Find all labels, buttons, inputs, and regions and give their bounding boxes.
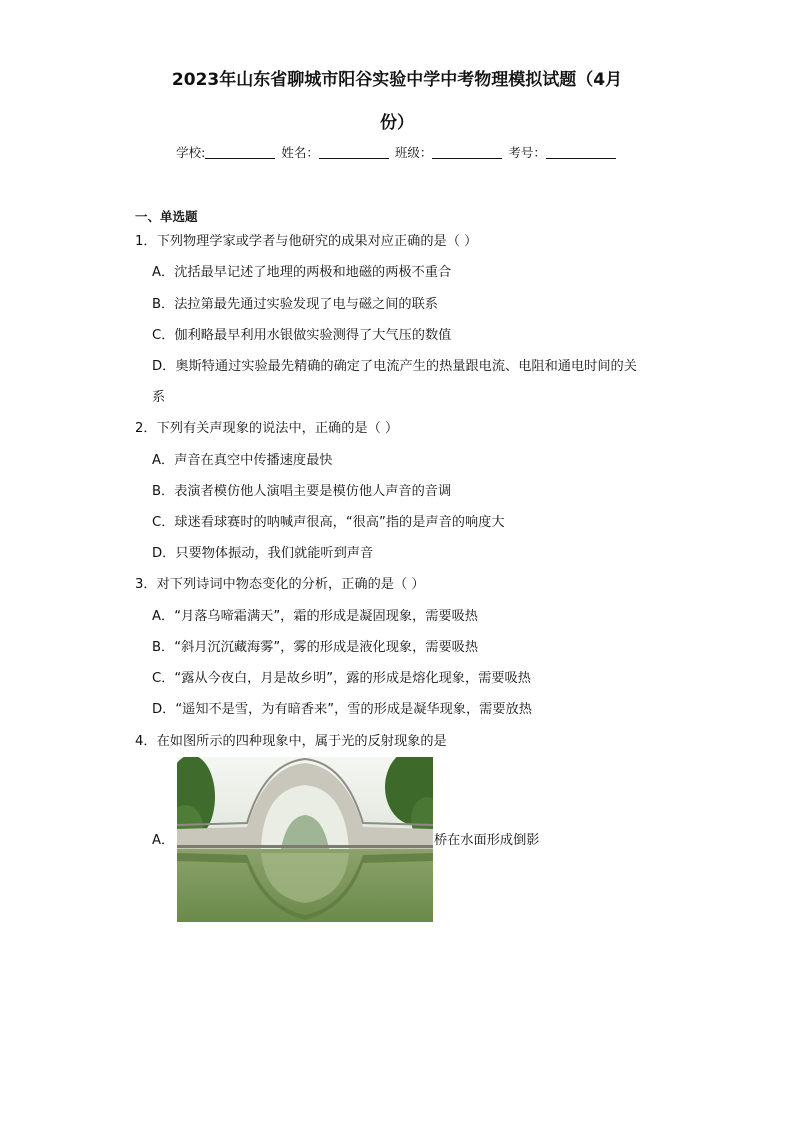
q1-option-b: B．法拉第最先通过实验发现了电与磁之间的联系 (152, 297, 438, 312)
q4-option-a-label: A． (152, 833, 175, 848)
q2-option-b: B．表演者模仿他人演唱主要是模仿他人声音的音调 (152, 484, 452, 499)
name-blank (319, 146, 389, 159)
q1-option-d-cont: 系 (152, 390, 166, 405)
exam-title-line2: 份） (380, 113, 414, 133)
exam-number-label: 考号： (508, 145, 546, 160)
q3-option-c: C．“露从今夜白，月是故乡明”，露的形成是熔化现象，需要吸热 (152, 671, 531, 686)
school-blank (205, 146, 275, 159)
q3-option-a: A．“月落乌啼霜满天”，霜的形成是凝固现象，需要吸热 (152, 609, 478, 624)
name-label: 姓名： (281, 145, 319, 160)
q2-stem: 2．下列有关声现象的说法中，正确的是（ ） (135, 421, 399, 436)
student-info-line (0, 145, 794, 161)
school-label: 学校: (176, 145, 206, 160)
q1-stem: 1．下列物理学家或学者与他研究的成果对应正确的是（ ） (135, 234, 478, 249)
q2-option-d: D．只要物体振动，我们就能听到声音 (152, 546, 374, 561)
exam-title-line1: 2023年山东省聊城市阳谷实验中学中考物理模拟试题（4月 (171, 70, 623, 90)
q3-option-d: D．“遥知不是雪，为有暗香来”，雪的形成是凝华现象，需要放热 (152, 702, 532, 717)
class-label: 班级： (394, 145, 433, 160)
q3-option-b: B．“斜月沉沉藏海雾”，雾的形成是液化现象，需要吸热 (152, 640, 479, 655)
q2-option-a: A．声音在真空中传播速度最快 (152, 453, 333, 468)
bridge-reflection-photo (177, 757, 433, 922)
q4-option-a-caption: 桥在水面形成倒影 (434, 833, 540, 848)
exam-number-blank (546, 146, 616, 159)
q4-stem: 4．在如图所示的四种现象中，属于光的反射现象的是 (135, 734, 447, 749)
q1-option-d: D．奥斯特通过实验最先精确的确定了电流产生的热量跟电流、电阻和通电时间的关 (152, 359, 637, 374)
q1-option-c: C．伽利略最早利用水银做实验测得了大气压的数值 (152, 328, 452, 343)
q2-option-c: C．球迷看球赛时的呐喊声很高，“很高”指的是声音的响度大 (152, 515, 505, 530)
q1-option-a: A．沈括最早记述了地理的两极和地磁的两极不重合 (152, 265, 452, 280)
section-heading: 一、单选题 (135, 209, 198, 224)
class-blank (432, 146, 502, 159)
q3-stem: 3．对下列诗词中物态变化的分析，正确的是（ ） (135, 577, 425, 592)
